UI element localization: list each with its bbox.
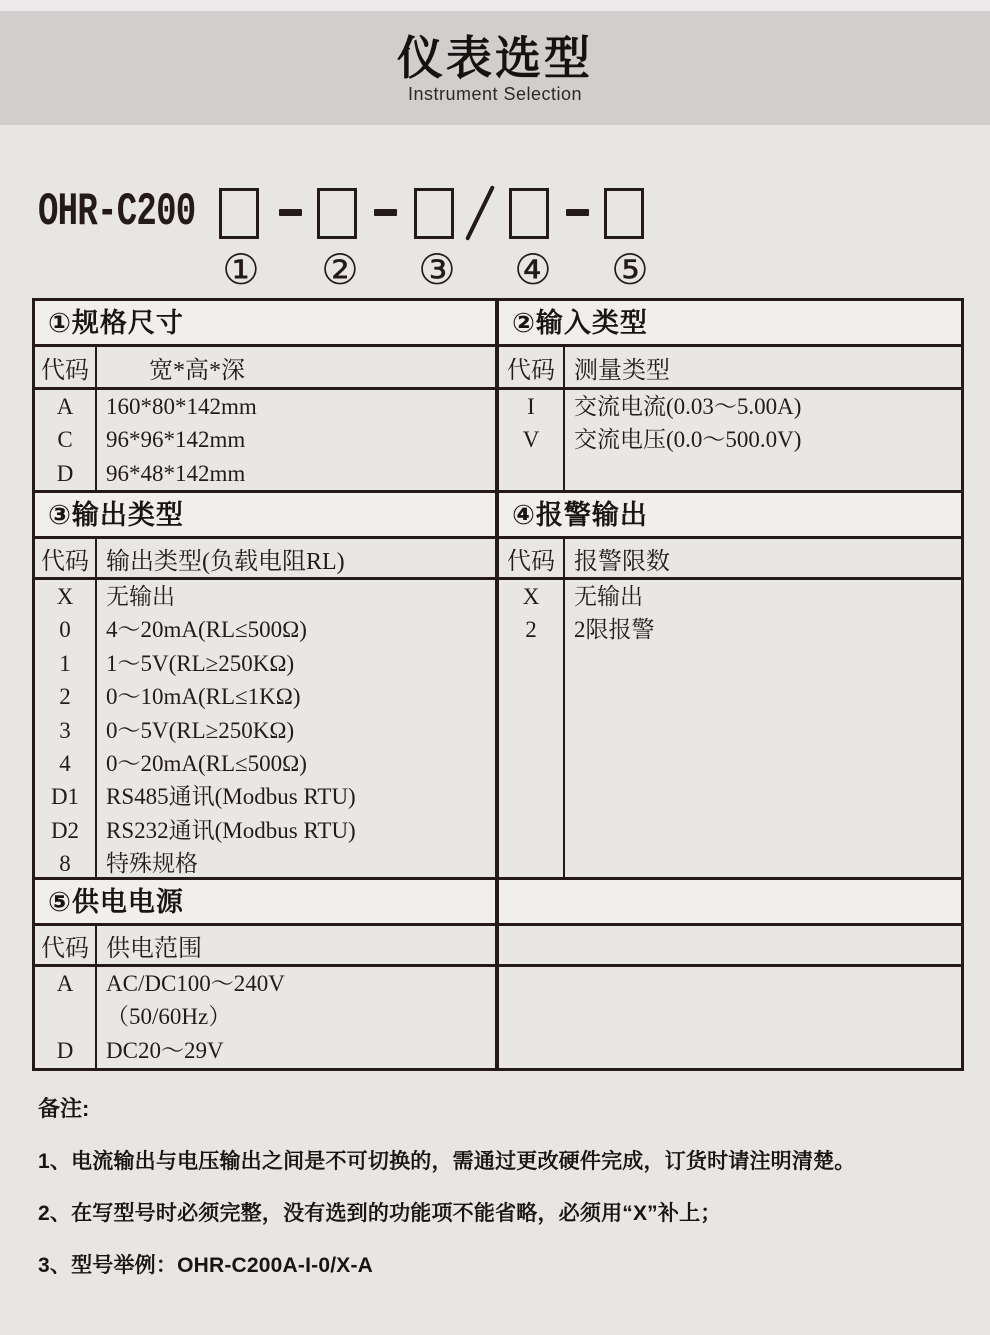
code-value: A [56,971,74,996]
code-value: X [522,584,540,609]
section-title-empty [499,880,961,926]
selection-table [32,298,964,1071]
section-1 [35,301,495,493]
section-5 [35,880,495,1068]
desc-value: 2限报警 [574,617,655,643]
code-cells [499,390,565,490]
desc-value: 4～20mA(RL≤500Ω) [106,617,307,643]
desc-cells [565,580,961,877]
code-cells [35,390,97,490]
data-area [499,967,961,1068]
desc-value: 0～10mA(RL≤1KΩ) [106,684,301,710]
code-value: X [56,584,74,609]
data-area [499,390,961,490]
data-area [35,580,495,877]
desc-cells [565,390,961,490]
code-value: 4 [59,750,71,776]
model-box-4 [509,188,549,239]
code-value: V [522,427,540,453]
desc-value: 交流电压(0.0～500.0V) [574,427,802,453]
desc-value: （50/60Hz） [106,1004,232,1030]
desc-column-header: 输出类型(负载电阻RL) [106,548,345,575]
desc-value: DC20～29V [106,1037,224,1063]
desc-value: 无输出 [106,584,175,609]
desc-value: AC/DC100～240V [106,971,285,996]
code-value [35,1000,95,1033]
column-header-row [35,539,495,580]
desc-column-header: 供电范围 [106,935,202,962]
page-subtitle: Instrument Selection [407,83,583,104]
desc-value: 160*80*142mm [106,394,257,419]
code-value: C [57,427,73,453]
desc-value: 1～5V(RL≥250KΩ) [106,650,295,676]
code-value: 2 [525,617,537,643]
column-header-row [35,926,495,967]
data-area [499,580,961,877]
section-title-4: ④报警输出 [499,493,961,539]
section-title-1: ①规格尺寸 [35,301,495,347]
page-title: 仪表选型 [397,32,593,84]
model-box-3 [414,188,454,239]
code-value: I [527,394,535,419]
code-value: 1 [59,650,71,676]
position-label-3: ③ [418,248,456,294]
code-cells [499,967,563,1068]
model-prefix: OHR-C200 [38,186,196,238]
desc-column-header [563,926,961,964]
desc-cells [97,390,495,490]
code-value: D2 [50,817,80,843]
slash-separator [465,185,495,241]
desc-column-header: 报警限数 [574,548,670,575]
selection-table-right-column [499,301,961,1068]
code-column-header: 代码 [35,926,97,964]
column-header-row [499,539,961,580]
code-cells [499,580,565,877]
code-column-header: 代码 [35,539,97,577]
section-4 [499,493,961,880]
data-area [35,967,495,1068]
desc-value: 交流电流(0.03～5.00A) [574,394,802,419]
selection-table-left-column [35,301,499,1068]
desc-value: 0～20mA(RL≤500Ω) [106,750,307,776]
dash-separator [566,209,589,216]
position-label-1: ① [222,248,260,294]
notes [38,1092,953,1279]
desc-value: RS485通讯(Modbus RTU) [106,784,356,810]
desc-column-header: 宽*高*深 [149,357,245,384]
section-2 [499,301,961,493]
note-item-1: 1、电流输出与电压输出之间是不可切换的，需通过更改硬件完成，订货时请注明清楚。 [38,1150,856,1173]
notes-label: 备注: [38,1096,90,1121]
model-box-2 [317,188,357,239]
code-value: D1 [50,784,80,810]
note-item-3: 3、型号举例：OHR-C200A-I-0/X-A [38,1254,374,1277]
section-title-2: ②输入类型 [499,301,961,347]
desc-value: 0～5V(RL≥250KΩ) [106,717,295,743]
section-title-3: ③输出类型 [35,493,495,539]
model-box-5 [604,188,644,239]
desc-value: RS232通讯(Modbus RTU) [106,817,356,843]
desc-cells [97,967,495,1068]
column-header-row [35,347,495,390]
dash-separator [279,209,302,216]
code-cells [35,580,97,877]
code-column-header: 代码 [499,539,565,577]
top-strip [0,0,990,11]
desc-value: 96*48*142mm [106,460,246,486]
note-item-2: 2、在写型号时必须完整，没有选到的功能项不能省略，必须用“X”补上； [38,1202,722,1225]
title-band [0,11,990,125]
column-header-row [499,347,961,390]
desc-cells [563,967,961,1068]
data-area [35,390,495,490]
code-value: 3 [59,717,71,743]
model-box-1 [219,188,259,239]
position-label-2: ② [321,248,359,294]
section-3 [35,493,495,880]
desc-column-header: 测量类型 [574,357,670,384]
code-value: 8 [59,851,71,877]
section-empty [499,880,961,1068]
code-value: 0 [59,617,71,643]
code-column-header: 代码 [35,347,97,387]
position-label-5: ⑤ [611,248,649,294]
code-value: 2 [59,684,71,710]
dash-separator [374,209,397,216]
desc-value: 无输出 [574,584,643,609]
notes-list [38,1145,953,1279]
code-value: D [56,460,74,486]
code-column-header [499,926,563,964]
desc-value: 96*96*142mm [106,427,246,453]
position-label-4: ④ [514,248,552,294]
code-value: D [56,1037,74,1063]
section-title-5: ⑤供电电源 [35,880,495,926]
code-value: A [56,394,74,419]
column-header-row [499,926,961,967]
code-cells [35,967,97,1068]
desc-value: 特殊规格 [106,851,198,877]
code-column-header: 代码 [499,347,565,387]
desc-cells [97,580,495,877]
